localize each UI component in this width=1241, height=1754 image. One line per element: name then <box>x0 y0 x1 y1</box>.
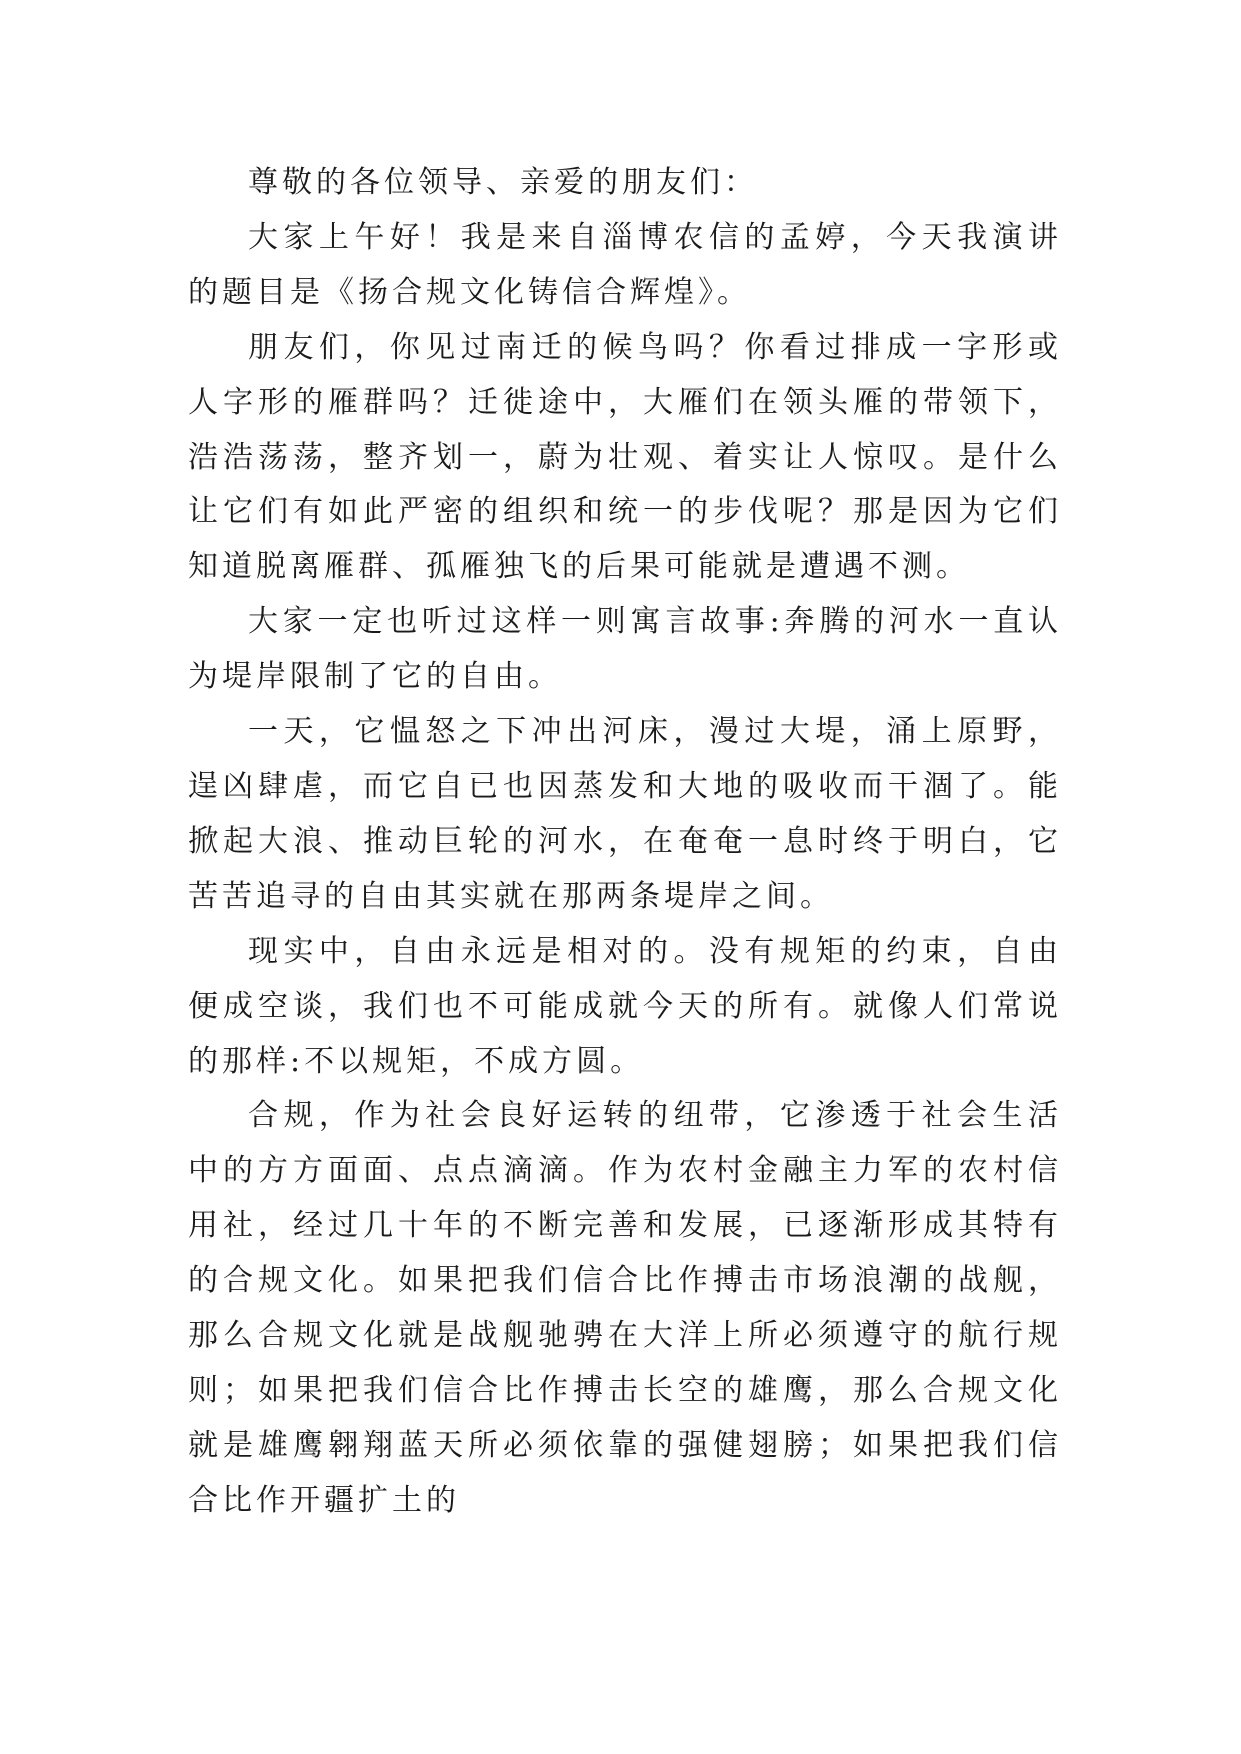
paragraph-migrating-birds: 朋友们，你见过南迁的候鸟吗？你看过排成一字形或人字形的雁群吗？迁徙途中，大雁们在领头雁的带领下，浩浩荡荡，整齐划一，蔚为壮观、着实让人惊叹。是什么让它们有如此严密的组织和统一的步伐呢？那是因为它们知道脱离雁群、孤雁独飞的后果可能就是遭遇不测。 <box>188 329 1062 585</box>
paragraph-fable-intro: 大家一定也听过这样一则寓言故事:奔腾的河水一直认为堤岸限制了它的自由。 <box>188 604 1062 695</box>
paragraph-river-story: 一天，它愠怒之下冲出河床，漫过大堤，涌上原野，逞凶肆虐，而它自已也因蒸发和大地的吸收而干涸了。能掀起大浪、推动巨轮的河水，在奄奄一息时终于明白，它苦苦追寻的自由其实就在那两条堤岸之间。 <box>188 714 1062 914</box>
paragraph-salutation: 尊敬的各位领导、亲爱的朋友们： <box>248 165 758 200</box>
paragraph-greeting: 大家上午好！我是来自淄博农信的孟婷，今天我演讲的题目是《扬合规文化铸信合辉煌》。 <box>188 219 1062 310</box>
speech-text <box>188 156 1062 1529</box>
paragraph-freedom-relative: 现实中，自由永远是相对的。没有规矩的约束，自由便成空谈，我们也不可能成就今天的所有。就像人们常说的那样:不以规矩，不成方圆。 <box>188 933 1062 1079</box>
paragraph-compliance-culture: 合规，作为社会良好运转的纽带，它渗透于社会生活中的方方面面、点点滴滴。作为农村金融主力军的农村信用社，经过几十年的不断完善和发展，已逐渐形成其特有的合规文化。如果把我们信合比作搏击市场浪潮的战舰，那么合规文化就是战舰驰骋在大洋上所必须遵守的航行规则；如果把我们信合比作搏击长空的雄鹰，那么合规文化就是雄鹰翱翔蓝天所必须依靠的强健翅膀；如果把我们信合比作开疆扩土的 <box>188 1098 1062 1518</box>
